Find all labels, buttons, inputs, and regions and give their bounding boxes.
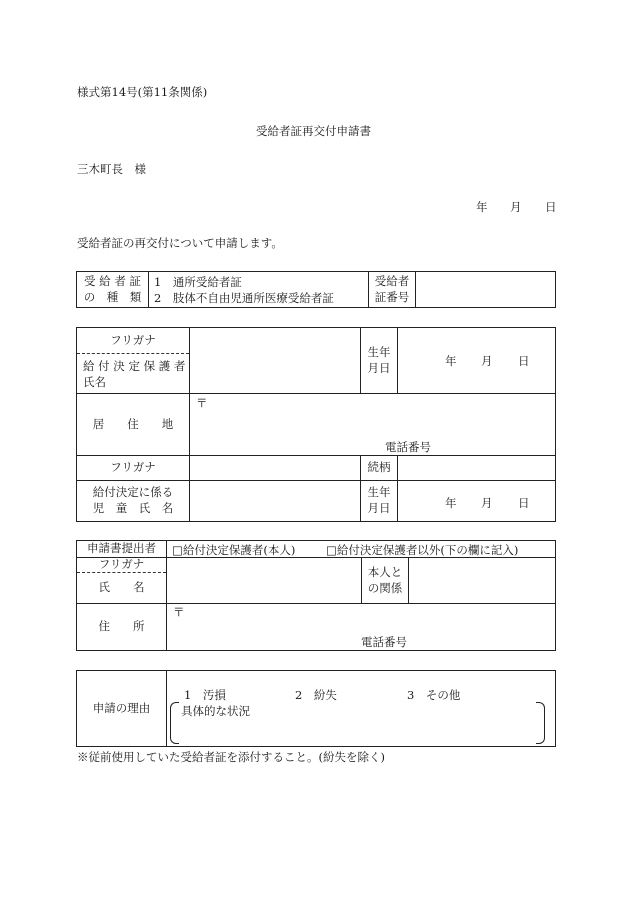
submitter-label: 申請書提出者 <box>87 541 156 556</box>
reason-option-lost[interactable]: 2 紛失 <box>295 688 337 702</box>
guardian-birth-label <box>361 328 397 393</box>
addressee: 三木町長 様 <box>77 162 146 176</box>
reason-option-other[interactable]: 3 その他 <box>407 688 461 702</box>
submitter-relation-field[interactable] <box>412 560 552 600</box>
guardian-name-label-line2: 氏名 <box>83 374 106 389</box>
child-birth-day: 日 <box>518 496 530 510</box>
reason-bracket-left <box>170 702 179 744</box>
reason-table <box>76 670 556 747</box>
guardian-birth-label-line2: 月日 <box>367 360 391 375</box>
date-month: 月 <box>510 200 522 214</box>
guardian-address-label: 居 住 地 <box>92 416 174 431</box>
cert-number-label-line2: 証番号 <box>374 289 410 304</box>
guardian-furigana-label: フリガナ <box>110 332 156 347</box>
submitter-postal-mark: 〒 <box>173 605 185 619</box>
intro-text: 受給者証の再交付について申請します。 <box>77 236 283 250</box>
guardian-phone-label: 電話番号 <box>385 440 431 454</box>
date-year: 年 <box>476 200 488 214</box>
guardian-name-label-line1: 給 付 決 定 保 護 者 <box>83 359 186 373</box>
reason-bracket-right <box>536 702 545 744</box>
child-birth-year: 年 <box>445 496 457 510</box>
guardian-birth-year: 年 <box>445 354 457 368</box>
guardian-child-table <box>76 327 556 522</box>
submitter-option-other[interactable]: □給付決定保護者以外(下の欄に記入) <box>326 543 519 557</box>
submitter-name-label: 氏 名 <box>98 580 145 595</box>
guardian-name-label <box>83 359 185 390</box>
child-furigana-label: フリガナ <box>110 460 156 475</box>
guardian-birth-label-line1: 生年 <box>367 344 391 359</box>
cert-type-label-line2: の 種 類 <box>83 289 142 304</box>
reason-label: 申請の理由 <box>92 700 151 715</box>
submitter-relation-label-line1: 本人と <box>367 564 403 579</box>
submitter-relation-label <box>362 558 408 603</box>
cert-type-table <box>76 271 556 308</box>
submitter-furigana-label: フリガナ <box>98 557 145 572</box>
submitter-relation-label-line2: の関係 <box>367 580 403 595</box>
submitter-option-self[interactable]: □給付決定保護者(本人) <box>172 543 296 557</box>
guardian-birth-day: 日 <box>518 354 530 368</box>
cert-number-label-line1: 受給者 <box>374 273 410 288</box>
child-name-label-line2: 児 童 氏 名 <box>92 501 174 515</box>
cert-type-label-line1: 受 給 者 証 <box>84 273 141 288</box>
child-birth-label-line1: 生年 <box>367 485 391 500</box>
cert-number-label <box>369 272 415 307</box>
cert-option-1[interactable]: 1 通所受給者証 <box>154 275 242 289</box>
submitter-table <box>76 540 556 651</box>
guardian-furigana-field[interactable] <box>193 331 353 351</box>
child-name-field[interactable] <box>193 484 353 518</box>
child-birth-label-line2: 月日 <box>367 501 391 515</box>
footnote: ※従前使用していた受給者証を添付すること。(紛失を除く) <box>77 750 385 764</box>
cert-number-field[interactable] <box>419 282 549 298</box>
submitter-address-label: 住 所 <box>98 619 145 634</box>
child-relation-field[interactable] <box>401 458 551 478</box>
child-birth-label <box>361 481 397 521</box>
cert-type-label <box>77 272 148 307</box>
submitter-name-field[interactable] <box>170 560 356 600</box>
child-furigana-field[interactable] <box>193 458 353 478</box>
form-number: 様式第14号(第11条関係) <box>77 85 208 99</box>
guardian-postal-mark: 〒 <box>196 396 208 410</box>
child-name-label <box>77 481 189 521</box>
child-birth-month: 月 <box>481 496 493 510</box>
date-day: 日 <box>545 200 557 214</box>
submitter-phone-label: 電話番号 <box>361 635 407 649</box>
child-name-label-line1: 給付決定に係る <box>92 485 174 500</box>
guardian-birth-month: 月 <box>481 354 493 368</box>
page-title: 受給者証再交付申請書 <box>256 124 371 138</box>
reason-detail-label: 具体的な状況 <box>181 704 250 718</box>
reason-option-soil[interactable]: 1 汚損 <box>184 688 226 702</box>
cert-option-2[interactable]: 2 肢体不自由児通所医療受給者証 <box>154 291 334 305</box>
guardian-name-field[interactable] <box>193 358 353 388</box>
reason-detail-field[interactable] <box>181 719 531 739</box>
child-relation-label: 続柄 <box>367 460 391 475</box>
